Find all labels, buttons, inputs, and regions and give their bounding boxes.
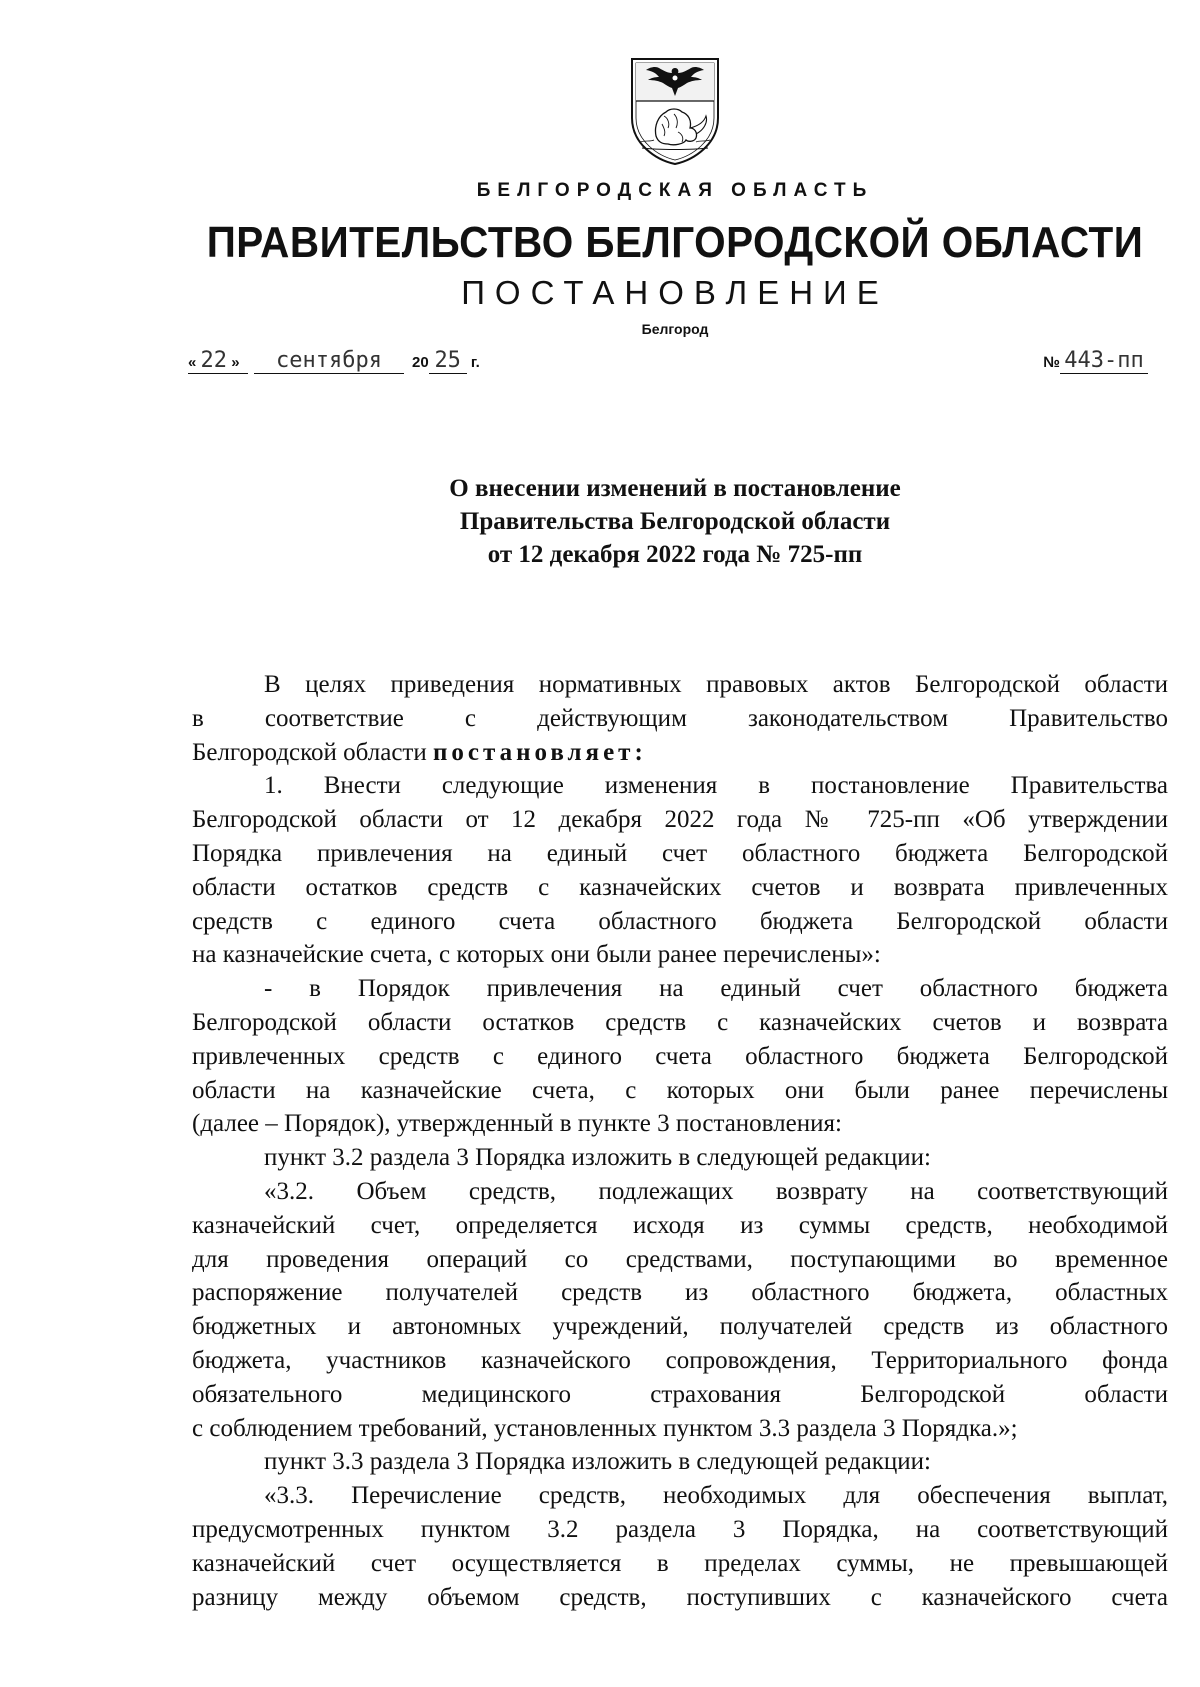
body-line: области остатков средств с казначейских счетов и возврата привлеченных bbox=[192, 873, 1168, 901]
city-name: Белгород bbox=[641, 321, 709, 337]
body-line: Белгородской области остатков средств с казначейских счетов и возврата bbox=[192, 1008, 1168, 1036]
date-day-field: « 22 » bbox=[188, 348, 248, 374]
body-line: пункт 3.3 раздела 3 Порядка изложить в следующей редакции: bbox=[264, 1448, 931, 1476]
document-number-field bbox=[1043, 348, 1148, 374]
body-line: разницу между объемом средств, поступивших с казначейского счета bbox=[192, 1583, 1168, 1611]
body-line: Порядка привлечения на единый счет областного бюджета Белгородской bbox=[192, 839, 1168, 867]
document-type: ПОСТАНОВЛЕНИЕ bbox=[461, 274, 889, 311]
title-line: Правительства Белгородской области bbox=[459, 508, 891, 535]
document-title bbox=[320, 472, 1030, 571]
number-label: № bbox=[1043, 354, 1060, 371]
document-number: 443-пп bbox=[1064, 348, 1144, 373]
body-line: средств с единого счета областного бюджета Белгородской области bbox=[192, 907, 1168, 935]
body-line: пункт 3.2 раздела 3 Порядка изложить в следующей редакции: bbox=[264, 1144, 931, 1172]
title-line: от 12 декабря 2022 года № 725-пп bbox=[487, 541, 863, 568]
body-line: В целях приведения нормативных правовых актов Белгородской области bbox=[264, 671, 1168, 698]
coat-of-arms-icon bbox=[628, 56, 722, 166]
date-month: сентября bbox=[276, 348, 382, 373]
body-line: «3.2. Объем средств, подлежащих возврату на соответствующий bbox=[264, 1177, 1168, 1205]
body-line: с соблюдением требований, установленных пунктом 3.3 раздела 3 Порядка.»; bbox=[192, 1414, 1018, 1442]
body-line: «3.3. Перечисление средств, необходимых для обеспечения выплат, bbox=[264, 1482, 1168, 1510]
date-year-field bbox=[412, 348, 480, 374]
body-line: в соответствие с действующим законодательством Правительство bbox=[192, 704, 1168, 732]
body-line: 1. Внести следующие изменения в постановление Правительства bbox=[264, 772, 1168, 800]
dateline bbox=[188, 342, 1148, 378]
body-line: на казначейские счета, с которых они были ранее перечислены»: bbox=[192, 941, 881, 969]
body-line: казначейский счет осуществляется в пределах суммы, не превышающей bbox=[192, 1549, 1168, 1577]
body-line: Белгородской области от 12 декабря 2022 года № 725-пп «Об утверждении bbox=[192, 806, 1168, 834]
body-line: предусмотренных пунктом 3.2 раздела 3 Порядка, на соответствующий bbox=[192, 1515, 1168, 1543]
body-line: для проведения операций со средствами, поступающими во временное bbox=[192, 1245, 1168, 1273]
region-name: БЕЛГОРОДСКАЯ ОБЛАСТЬ bbox=[476, 180, 874, 201]
body-line: привлеченных средств с единого счета областного бюджета Белгородской bbox=[192, 1042, 1168, 1070]
body-line: распоряжение получателей средств из областного бюджета, областных bbox=[192, 1279, 1168, 1307]
title-line: О внесении изменений в постановление bbox=[449, 475, 901, 502]
date-year-prefix: 20 bbox=[412, 354, 429, 371]
body-line: (далее – Порядок), утвержденный в пункте 3 постановления: bbox=[192, 1110, 842, 1138]
body-line: области на казначейские счета, с которых они были ранее перечислены bbox=[192, 1076, 1168, 1104]
body-line: Белгородской области постановляет: bbox=[192, 738, 647, 766]
document-body bbox=[192, 668, 1168, 1614]
body-line: - в Порядок привлечения на единый счет областного бюджета bbox=[264, 975, 1168, 1003]
date-day: 22 bbox=[200, 348, 228, 373]
government-name: ПРАВИТЕЛЬСТВО БЕЛГОРОДСКОЙ ОБЛАСТИ bbox=[206, 218, 1144, 267]
body-line: бюджета, участников казначейского сопровождения, Территориального фонда bbox=[192, 1346, 1168, 1374]
date-month-field bbox=[254, 348, 404, 374]
date-year-suffix: 25 bbox=[434, 348, 461, 373]
body-line: казначейский счет, определяется исходя из суммы средств, необходимой bbox=[192, 1211, 1168, 1239]
body-line: бюджетных и автономных учреждений, получателей средств из областного bbox=[192, 1313, 1168, 1341]
date-year-mark: г. bbox=[470, 354, 480, 371]
decree-verb: постановляет: bbox=[432, 738, 647, 766]
body-line: обязательного медицинского страхования Белгородской области bbox=[192, 1380, 1168, 1408]
